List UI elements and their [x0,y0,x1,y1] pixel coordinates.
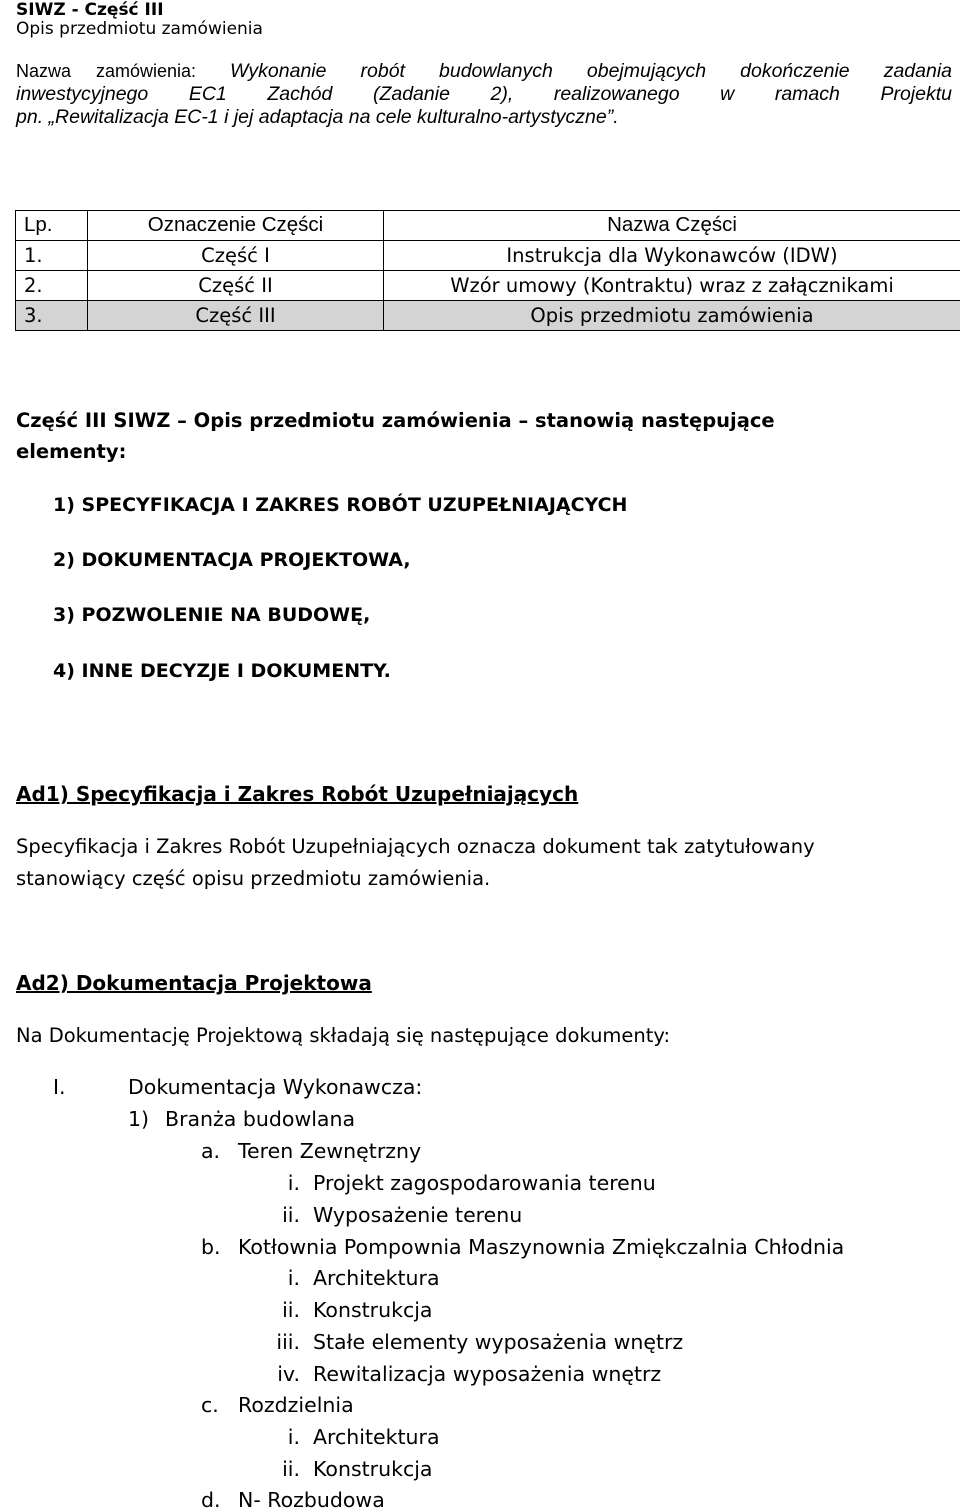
table-cell-part-name: Wzór umowy (Kontraktu) wraz z załącznikami [384,271,960,301]
outline-marker: iii. [276,1330,300,1354]
outline-marker: a. [201,1139,220,1163]
table-cell-lp: 3. [16,301,88,331]
ad2-text: Na Dokumentację Projektową składają się następujące dokumenty: [16,1024,670,1047]
table-cell-part-name: Opis przedmiotu zamówienia [384,301,960,331]
outline-marker: ii. [282,1298,300,1322]
order-name-line-3: pn. „Rewitalizacja EC-1 i jej adaptacja na cele kulturalno-artystyczne”. [16,106,619,129]
order-name-label-word1: Nazwa [16,61,71,82]
outline-item: Dokumentacja Wykonawcza: [128,1075,422,1099]
col-header-part-name: Nazwa Części [384,211,960,241]
outline-item: Konstrukcja [313,1298,433,1322]
outline-item: Stałe elementy wyposażenia wnętrz [313,1330,683,1354]
outline-marker: d. [201,1488,221,1512]
order-name-label-word2: zamówienia: [96,61,196,82]
document-header-subtitle: Opis przedmiotu zamówienia [16,19,263,39]
ad2-heading: Ad2) Dokumentacja Projektowa [16,971,372,995]
outline-marker: i. [288,1425,300,1449]
parts-table [15,210,960,331]
outline-item: Konstrukcja [313,1457,433,1481]
element-item-3: 3) POZWOLENIE NA BUDOWĘ, [53,604,370,626]
table-cell-part-designation: Część II [88,271,384,301]
outline-item: Branża budowlana [165,1107,355,1131]
ad1-text-line-1: Specyfikacja i Zakres Robót Uzupełniających oznacza dokument tak zatytułowany [16,835,815,858]
element-item-4: 4) INNE DECYZJE I DOKUMENTY. [53,660,391,682]
outline-marker: iv. [277,1362,300,1386]
intro-line-1: Część III SIWZ – Opis przedmiotu zamówienia – stanowią następujące [16,409,775,432]
document-header-title: SIWZ - Część III [16,0,164,20]
outline-item: N- Rozbudowa [238,1488,385,1512]
ad1-text-line-2: stanowiący część opisu przedmiotu zamówienia. [16,867,490,890]
outline-item: Rewitalizacja wyposażenia wnętrz [313,1362,661,1386]
table-cell-lp: 2. [16,271,88,301]
table-cell-lp: 1. [16,241,88,271]
table-cell-part-name: Instrukcja dla Wykonawców (IDW) [384,241,960,271]
table-cell-part-designation: Część III [88,301,384,331]
outline-marker: ii. [282,1203,300,1227]
element-item-1: 1) SPECYFIKACJA I ZAKRES ROBÓT UZUPEŁNIAJĄCYCH [53,494,627,516]
outline-marker: c. [201,1393,219,1417]
outline-marker: 1) [128,1107,149,1131]
col-header-lp: Lp. [16,211,88,241]
col-header-part-designation: Oznaczenie Części [88,211,384,241]
table-row [16,241,960,271]
order-name-line-1: Wykonanie robót budowlanych obejmujących dokończenie zadania [230,60,952,83]
outline-marker: i. [288,1266,300,1290]
outline-item: Architektura [313,1425,440,1449]
outline-item: Projekt zagospodarowania terenu [313,1171,656,1195]
element-item-2: 2) DOKUMENTACJA PROJEKTOWA, [53,549,411,571]
outline-item: Rozdzielnia [238,1393,354,1417]
parts-table-header-row [16,211,960,241]
outline-item: Kotłownia Pompownia Maszynownia Zmiękczalnia Chłodnia [238,1235,844,1259]
outline-marker: b. [201,1235,221,1259]
ad1-heading: Ad1) Specyfikacja i Zakres Robót Uzupełniających [16,782,578,806]
outline-item: Wyposażenie terenu [313,1203,522,1227]
order-name-line-2: inwestycyjnego EC1 Zachód (Zadanie 2), realizowanego w ramach Projektu [16,83,952,106]
outline-marker: I. [53,1075,66,1099]
outline-marker: ii. [282,1457,300,1481]
table-row [16,301,960,331]
table-row [16,271,960,301]
outline-item: Architektura [313,1266,440,1290]
outline-marker: i. [288,1171,300,1195]
outline-item: Teren Zewnętrzny [238,1139,421,1163]
intro-line-2: elementy: [16,440,126,463]
table-cell-part-designation: Część I [88,241,384,271]
